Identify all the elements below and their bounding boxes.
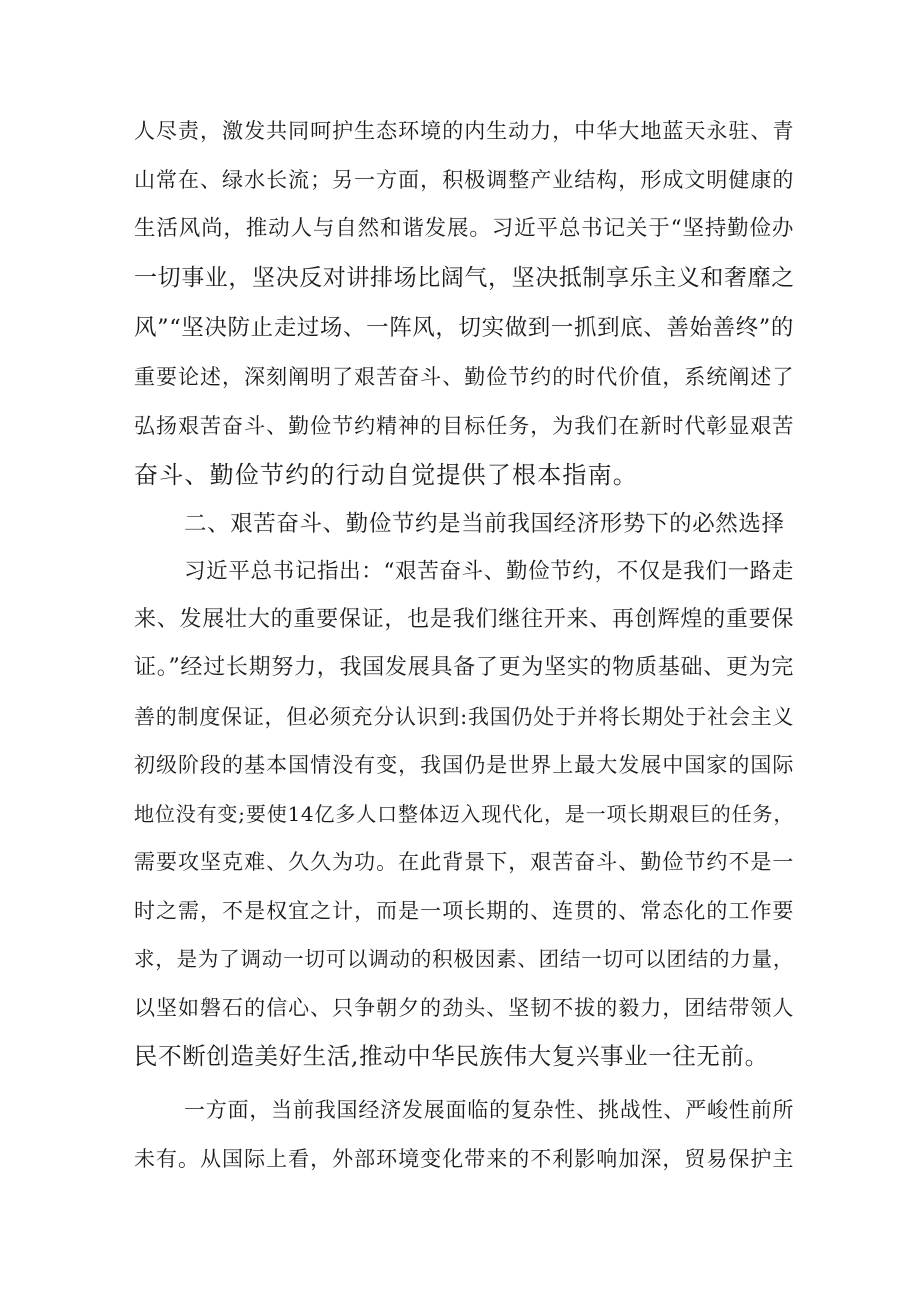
section-heading: 二、艰苦奋斗、勤俭节约是当前我国经济形势下的必然选择 — [184, 511, 785, 537]
body-text-line: 一切事业，坚决反对讲排场比阔气，坚决抵制享乐主义和奢靡之 — [134, 265, 795, 291]
body-text-line: 重要论述，深刻阐明了艰苦奋斗、勤俭节约的时代价值，系统阐述了 — [134, 365, 794, 389]
body-text-line: 时之需，不是权宜之计，而是一项长期的、连贯的、常态化的工作要 — [134, 899, 794, 923]
body-text-line: 证。”经过长期努力，我国发展具备了更为坚实的物质基础、更为完 — [134, 655, 794, 680]
body-text-line: 需要攻坚克难、久久为功。在此背景下，艰苦奋斗、勤俭节约不是一 — [134, 850, 794, 874]
body-text-line: 人尽责，激发共同呵护生态环境的内生动力，中华大地蓝天永驻、青 — [134, 119, 794, 143]
body-text-line: 地位没有变;要使14亿多人口整体迈入现代化，是一项长期艰巨的任务， — [134, 802, 794, 826]
body-text-line: 未有。从国际上看，外部环境变化带来的不利影响加深，贸易保护主 — [134, 1147, 794, 1171]
body-text-line: 风”“坚决防止走过场、一阵风，切实做到一抓到底、善始善终”的 — [134, 315, 795, 341]
body-text-line: 来、发展壮大的重要保证，也是我们继往开来、再创辉煌的重要保 — [134, 607, 794, 632]
body-text-line: 初级阶段的基本国情没有变，我国仍是世界上最大发展中国家的国际 — [134, 753, 794, 777]
body-text-line: 生活风尚，推动人与自然和谐发展。习近平总书记关于“坚持勤俭办 — [134, 216, 794, 241]
body-text-line: 求，是为了调动一切可以调动的积极因素、团结一切可以团结的力量， — [134, 947, 794, 971]
paragraph-first-line: 一方面，当前我国经济发展面临的复杂性、挑战性、严峻性前所 — [184, 1098, 794, 1122]
body-text-line: 山常在、绿水长流；另一方面，积极调整产业结构，形成文明健康的 — [134, 168, 794, 192]
body-text-line: 民不断创造美好生活,推动中华民族伟大复兴事业一往无前。 — [134, 1042, 769, 1070]
body-text-line: 弘扬艰苦奋斗、勤俭节约精神的目标任务，为我们在新时代彰显艰苦 — [134, 414, 794, 438]
paragraph-first-line: 习近平总书记指出：“艰苦奋斗、勤俭节约，不仅是我们一路走 — [184, 559, 794, 584]
body-text-line: 奋斗、勤俭节约的行动自觉提供了根本指南。 — [134, 461, 638, 489]
body-text-line: 以坚如磐石的信心、只争朝夕的劲头、坚韧不拔的毅力，团结带领人 — [134, 996, 794, 1020]
body-text-line: 善的制度保证，但必须充分认识到:我国仍处于并将长期处于社会主义 — [134, 705, 794, 729]
